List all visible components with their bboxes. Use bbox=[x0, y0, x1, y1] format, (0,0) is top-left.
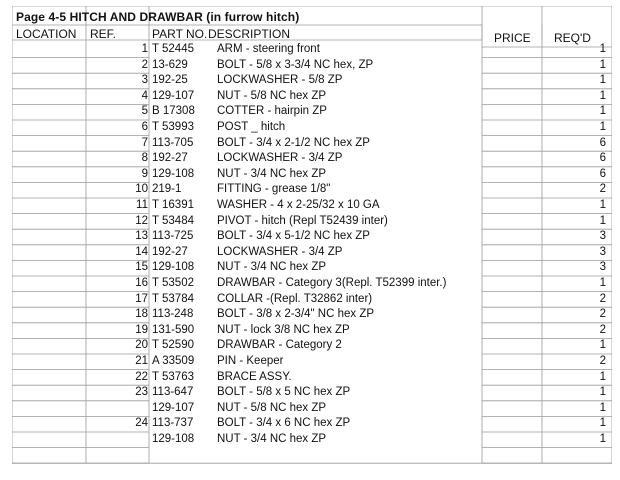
ref-number: 20 bbox=[135, 339, 148, 352]
table-row bbox=[12, 323, 612, 339]
quantity-required: 2 bbox=[599, 308, 606, 321]
header-part-no: PART NO. bbox=[152, 27, 208, 41]
table-row bbox=[12, 151, 612, 167]
part-number: 113-248 bbox=[152, 308, 194, 321]
part-description: WASHER - 4 x 2-25/32 x 10 GA bbox=[217, 199, 380, 211]
part-number: 129-108 bbox=[152, 433, 195, 445]
ref-number: 7 bbox=[141, 136, 148, 149]
part-description: COTTER - hairpin ZP bbox=[217, 105, 327, 118]
table-row bbox=[12, 73, 612, 89]
ref-number: 16 bbox=[135, 277, 148, 289]
part-description: NUT - 3/4 NC hex ZP bbox=[217, 167, 327, 180]
part-description: BOLT - 3/4 x 2-1/2 NC hex ZP bbox=[217, 136, 370, 149]
quantity-required: 2 bbox=[599, 292, 606, 305]
ref-number: 24 bbox=[135, 417, 148, 430]
table-row bbox=[12, 338, 612, 354]
part-description: NUT - 5/8 NC hex ZP bbox=[217, 89, 327, 102]
part-description: PIN - Keeper bbox=[217, 355, 284, 367]
ref-number: 17 bbox=[135, 292, 148, 305]
part-number: 131-590 bbox=[152, 323, 195, 336]
part-number: 113-647 bbox=[152, 386, 194, 399]
ref-number: 18 bbox=[135, 308, 148, 321]
part-description: BRACE ASSY. bbox=[217, 370, 292, 383]
part-number: T 53784 bbox=[152, 292, 194, 305]
part-number: T 16391 bbox=[152, 199, 194, 211]
part-number: T 53484 bbox=[152, 214, 194, 227]
header-location: LOCATION bbox=[16, 27, 77, 41]
ref-number: 13 bbox=[135, 230, 148, 243]
quantity-required: 1 bbox=[599, 386, 606, 399]
table-row bbox=[12, 229, 612, 245]
part-description: NUT - 5/8 NC hex ZP bbox=[217, 401, 327, 414]
table-row bbox=[12, 167, 612, 183]
part-description: BOLT - 3/8 x 2-3/4" NC hex ZP bbox=[217, 308, 375, 321]
table-row bbox=[12, 432, 612, 448]
quantity-required: 1 bbox=[599, 74, 606, 87]
part-number: T 52590 bbox=[152, 339, 194, 352]
part-number: 192-25 bbox=[152, 74, 188, 87]
quantity-required: 1 bbox=[599, 401, 606, 414]
part-number: 192-27 bbox=[152, 152, 188, 165]
quantity-required: 2 bbox=[599, 183, 606, 196]
part-number: 192-27 bbox=[152, 245, 188, 258]
table-row bbox=[12, 307, 612, 323]
table-row bbox=[12, 58, 612, 74]
ref-number: 9 bbox=[141, 167, 148, 180]
ref-number: 15 bbox=[135, 261, 148, 274]
part-number: 219-1 bbox=[152, 183, 182, 196]
ref-number: 14 bbox=[135, 245, 148, 258]
header-description: DESCRIPTION bbox=[208, 27, 291, 41]
ref-number: 19 bbox=[135, 323, 148, 336]
ref-number: 23 bbox=[135, 386, 148, 399]
quantity-required: 1 bbox=[599, 89, 606, 102]
ref-number: 12 bbox=[135, 214, 148, 227]
quantity-required: 1 bbox=[599, 121, 606, 133]
quantity-required: 1 bbox=[599, 370, 606, 383]
part-number: T 53502 bbox=[152, 277, 194, 289]
table-row bbox=[12, 354, 612, 370]
page-title: Page 4-5 HITCH AND DRAWBAR (in furrow hitch) bbox=[16, 10, 300, 24]
header-price: PRICE bbox=[494, 31, 531, 45]
table-row bbox=[12, 292, 612, 308]
table-row bbox=[12, 198, 612, 214]
quantity-required: 1 bbox=[599, 214, 606, 227]
quantity-required: 1 bbox=[599, 417, 606, 430]
quantity-required: 1 bbox=[599, 339, 606, 352]
quantity-required: 3 bbox=[599, 261, 606, 274]
table-row bbox=[12, 42, 612, 58]
part-description: LOCKWASHER - 5/8 ZP bbox=[217, 74, 343, 87]
part-description: COLLAR -(Repl. T32862 inter) bbox=[217, 292, 373, 305]
ref-number: 3 bbox=[141, 74, 148, 87]
ref-number: 22 bbox=[135, 370, 148, 383]
ref-number: 6 bbox=[141, 121, 148, 133]
part-number: A 33509 bbox=[152, 355, 195, 367]
part-description: BOLT - 5/8 x 3-3/4 NC hex, ZP bbox=[217, 58, 374, 71]
quantity-required: 1 bbox=[599, 433, 606, 445]
table-row bbox=[12, 416, 612, 432]
quantity-required: 2 bbox=[599, 355, 606, 367]
part-description: POST _ hitch bbox=[217, 121, 286, 133]
quantity-required: 3 bbox=[599, 245, 606, 258]
part-description: BOLT - 3/4 x 6 NC hex ZP bbox=[217, 417, 351, 430]
part-number: B 17308 bbox=[152, 105, 195, 118]
part-number: 129-108 bbox=[152, 167, 195, 180]
quantity-required: 6 bbox=[599, 136, 606, 149]
part-number: 113-725 bbox=[152, 230, 194, 243]
quantity-required: 3 bbox=[599, 230, 606, 243]
ref-number: 2 bbox=[141, 58, 148, 71]
part-description: NUT - lock 3/8 NC hex ZP bbox=[217, 323, 350, 336]
part-description: BOLT - 5/8 x 5 NC hex ZP bbox=[217, 386, 351, 399]
part-description: NUT - 3/4 NC hex ZP bbox=[217, 261, 327, 274]
part-number: T 53763 bbox=[152, 370, 194, 383]
quantity-required: 6 bbox=[599, 152, 606, 165]
part-description: BOLT - 3/4 x 5-1/2 NC hex ZP bbox=[217, 230, 370, 243]
part-number: 113-737 bbox=[152, 417, 194, 430]
part-number: 113-705 bbox=[152, 136, 194, 149]
part-number: 13-629 bbox=[152, 58, 188, 71]
ref-number: 4 bbox=[141, 89, 148, 102]
quantity-required: 2 bbox=[599, 323, 606, 336]
quantity-required: 6 bbox=[599, 167, 606, 180]
part-number: T 52445 bbox=[152, 43, 194, 55]
part-number: T 53993 bbox=[152, 121, 194, 133]
parts-sheet bbox=[12, 6, 612, 476]
table-row bbox=[12, 245, 612, 261]
part-description: PIVOT - hitch (Repl T52439 inter) bbox=[217, 214, 388, 227]
quantity-required: 1 bbox=[599, 58, 606, 71]
quantity-required: 1 bbox=[599, 277, 606, 289]
table-row bbox=[12, 214, 612, 230]
part-description: ARM - steering front bbox=[217, 43, 320, 55]
table-row bbox=[12, 401, 612, 417]
table-row bbox=[12, 260, 612, 276]
part-description: LOCKWASHER - 3/4 ZP bbox=[217, 152, 343, 165]
table-row bbox=[12, 104, 612, 120]
table-row bbox=[12, 276, 612, 292]
part-description: FITTING - grease 1/8" bbox=[217, 183, 331, 196]
ref-number: 10 bbox=[135, 183, 148, 196]
ref-number: 8 bbox=[141, 152, 148, 165]
quantity-required: 1 bbox=[599, 43, 606, 55]
header-ref: REF. bbox=[90, 27, 117, 41]
ref-number: 11 bbox=[136, 199, 148, 211]
ref-number: 1 bbox=[141, 43, 148, 55]
part-description: DRAWBAR - Category 2 bbox=[217, 339, 342, 352]
table-row bbox=[12, 89, 612, 105]
header-reqd: REQ'D bbox=[554, 31, 591, 45]
table-row bbox=[12, 370, 612, 386]
part-number: 129-108 bbox=[152, 261, 195, 274]
table-row bbox=[12, 120, 612, 136]
table-row bbox=[12, 182, 612, 198]
part-description: NUT - 3/4 NC hex ZP bbox=[217, 433, 327, 445]
part-number: 129-107 bbox=[152, 89, 195, 102]
table-row bbox=[12, 385, 612, 401]
quantity-required: 1 bbox=[599, 199, 606, 211]
part-description: LOCKWASHER - 3/4 ZP bbox=[217, 245, 343, 258]
part-description: DRAWBAR - Category 3(Repl. T52399 inter.) bbox=[217, 277, 447, 289]
quantity-required: 1 bbox=[599, 105, 606, 118]
ref-number: 5 bbox=[141, 105, 148, 118]
part-number: 129-107 bbox=[152, 401, 195, 414]
table-row bbox=[12, 136, 612, 152]
ref-number: 21 bbox=[135, 355, 148, 367]
